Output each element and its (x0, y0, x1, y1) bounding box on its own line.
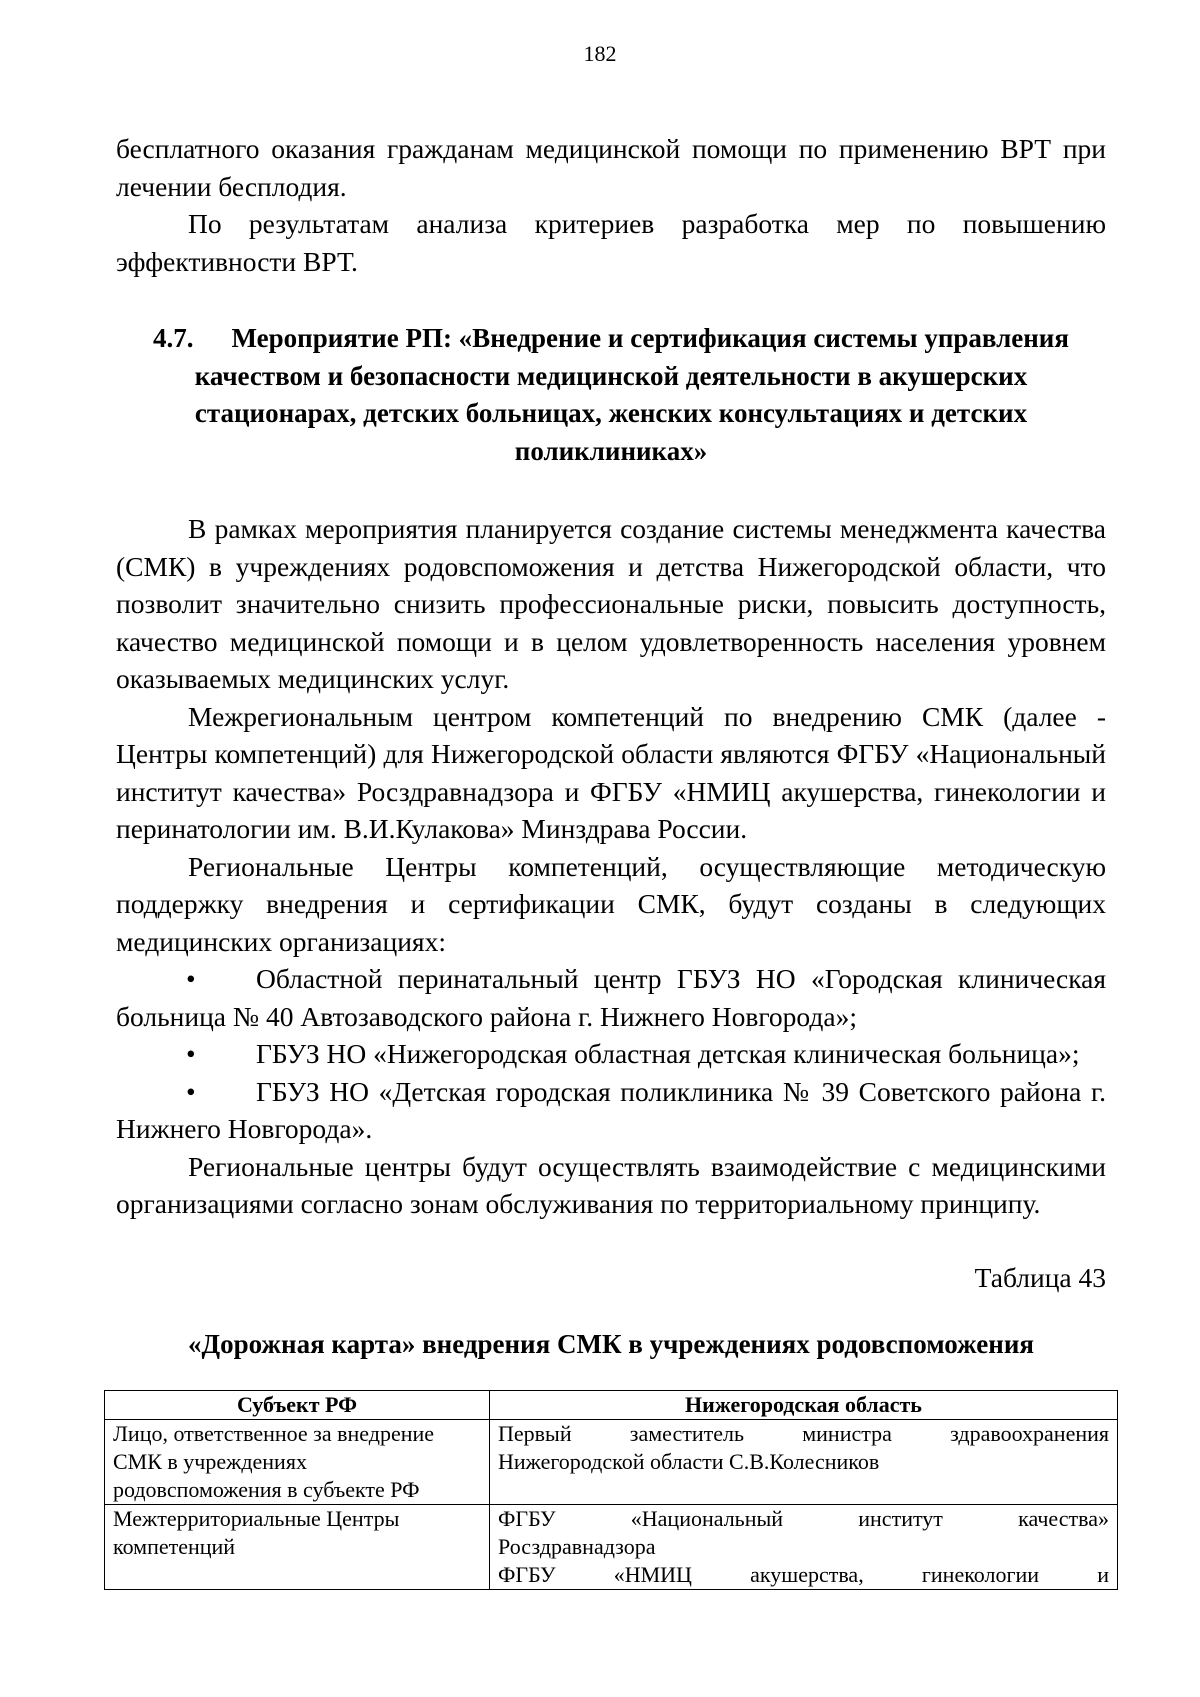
cell-line: Росздравнадзора (498, 1533, 656, 1559)
page-number: 182 (583, 41, 617, 66)
body-paragraph-2: Межрегиональным центром компетенций по внедрению СМК (далее - Центры компетенций) для Нижегородской области являются ФГБУ «Национальный институт качества» Росздравнадзора и ФГБУ «НМИЦ акушерства, гинекологии и перинатологии им. В.И.Кулакова» Минздрава России. (116, 700, 1106, 844)
body-paragraph-3: Региональные Центры компетенций, осуществляющие методическую поддержку внедрения и сертификации СМК, будут созданы в следующих медицинских организациях: (116, 850, 1106, 957)
section-number: 4.7. (153, 323, 194, 353)
table-row (105, 1504, 1118, 1589)
table-cell-role: Межтерриториальные Центры компетенций (105, 1504, 490, 1589)
bullet-icon: • (186, 1038, 196, 1069)
body-paragraph-1: В рамках мероприятия планируется создание системы менеджмента качества (СМК) в учреждениях родовспоможения и детства Нижегородской области, что позволит значительно снизить профессиональные риски, повысить доступность, качество медицинской помощи и в целом удовлетворенность населения уровнем оказываемых медицинских услуг. (116, 513, 1106, 694)
table-caption: Таблица 43 (974, 1261, 1106, 1293)
table-header-subject: Субъект РФ (105, 1390, 490, 1419)
table-header-row (105, 1390, 1118, 1419)
table-title: «Дорожная карта» внедрения СМК в учреждениях родовспоможения (188, 1329, 1034, 1359)
table-header-region: Нижегородская область (490, 1390, 1118, 1419)
cell-line: ФГБУ «Национальный институт качества» (498, 1505, 1109, 1531)
intro-paragraph-1: бесплатного оказания гражданам медицинской помощи по применению ВРТ при лечении бесплодия. (116, 133, 1106, 202)
roadmap-table (104, 1390, 1118, 1590)
bullet-icon: • (186, 1075, 196, 1107)
intro-paragraph-2: По результатам анализа критериев разработка мер по повышению эффективности ВРТ. (116, 208, 1106, 277)
section-heading (116, 320, 1106, 470)
list-item (116, 1035, 1106, 1073)
list-item (116, 1073, 1106, 1148)
closing-paragraph: Региональные центры будут осуществлять взаимодействие с медицинскими организациями согласно зонам обслуживания по территориальному принципу. (116, 1150, 1106, 1219)
section-title: Мероприятие РП: «Внедрение и сертификация системы управления качеством и безопасности медицинской деятельности в акушерских стационарах, детских больницах, женских консультациях и детских поликлиниках» (194, 323, 1069, 466)
cell-line: Нижегородской области С.В.Колесников (498, 1448, 880, 1474)
list-item-text: ГБУЗ НО «Нижегородская областная детская клиническая больница»; (256, 1038, 1080, 1069)
cell-line: ФГБУ «НМИЦ акушерства, гинекологии и (498, 1561, 1109, 1587)
page-content (113, 130, 1109, 1590)
table-row (105, 1419, 1118, 1504)
list-item-text: Областной перинатальный центр ГБУЗ НО «Городская клиническая больница № 40 Автозаводского района г. Нижнего Новгорода»; (116, 963, 1106, 1032)
table-cell-role: Лицо, ответственное за внедрение СМК в учреждениях родовспоможения в субъекте РФ (105, 1419, 490, 1504)
cell-line: Первый заместитель министра здравоохранения (498, 1420, 1109, 1446)
bullet-icon: • (186, 963, 196, 994)
list-item-text: ГБУЗ НО «Детская городская поликлиника № 39 Советского района г. Нижнего Новгорода». (116, 1075, 1106, 1144)
organization-list (116, 960, 1106, 1148)
table-cell-value (490, 1504, 1118, 1589)
list-item (116, 960, 1106, 1035)
table-cell-value (490, 1419, 1118, 1504)
